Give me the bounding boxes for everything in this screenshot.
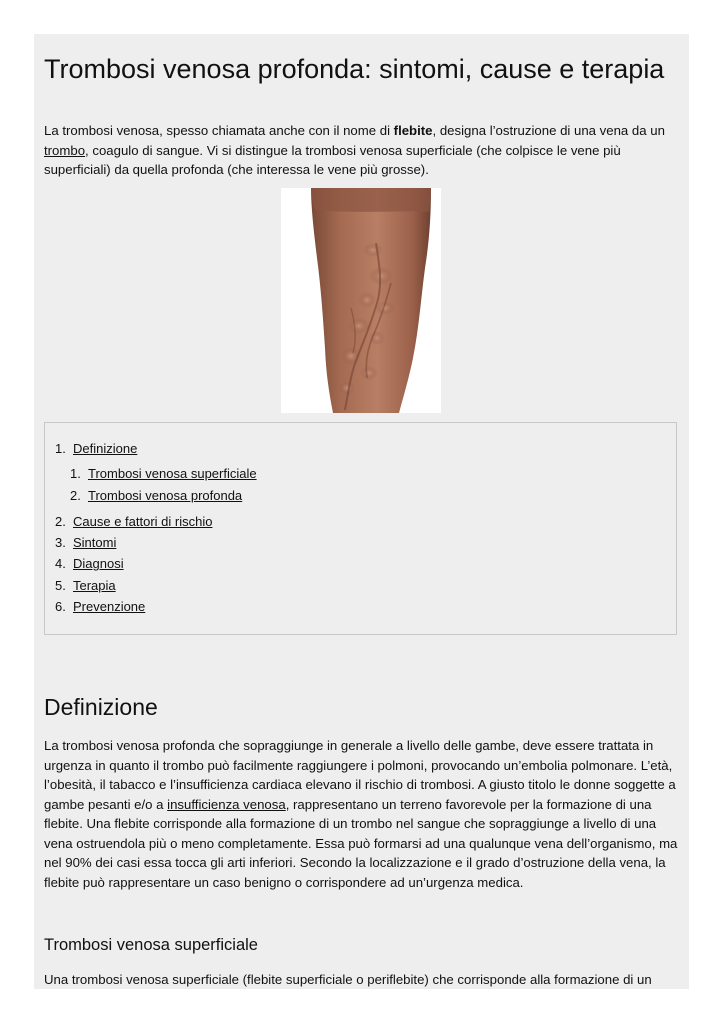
toc-number: 5. <box>55 577 66 593</box>
toc-link-profonda[interactable]: Trombosi venosa profonda <box>88 487 243 503</box>
toc-number: 1. <box>70 466 81 482</box>
toc-number: 3. <box>55 535 66 551</box>
toc-number: 2. <box>55 513 66 529</box>
definizione-text-1: La trombosi venosa profonda che sopraggiunge in generale a livello delle gambe, deve essere trattata in urgenza in quanto il trombo può facilmente raggiungere i polmoni, provocando un’embolia polmonare. L’età, l’obesità, il tabacco e l’insufficienza cardiaca elevano il rischio di trombosi. A giusto titolo le donne soggette a gambe pesanti e/o a <box>44 738 676 812</box>
toc-link-sintomi[interactable]: Sintomi <box>73 535 117 551</box>
definizione-paragraph <box>44 736 679 892</box>
intro-text-2: , designa l’ostruzione di una vena da un <box>432 123 665 138</box>
toc-item-diagnosi <box>45 553 676 574</box>
toc-number: 4. <box>55 556 66 572</box>
trombo-link[interactable]: trombo <box>44 142 86 158</box>
toc-item-prevenzione <box>45 596 676 617</box>
toc-link-diagnosi[interactable]: Diagnosi <box>73 556 124 572</box>
section-heading-definizione: Definizione <box>44 694 158 720</box>
section-heading-superficiale: Trombosi venosa superficiale <box>44 936 258 954</box>
toc-item-cause <box>45 511 676 532</box>
toc-link-prevenzione[interactable]: Prevenzione <box>73 599 146 615</box>
leg-varicose-veins-photo <box>281 188 441 413</box>
superficiale-paragraph: Una trombosi venosa superficiale (flebite superficiale o periflebite) che corrisponde alla formazione di un <box>44 972 652 987</box>
toc-item-profonda <box>45 485 676 506</box>
intro-bold-term: flebite <box>393 123 433 138</box>
toc-number: 1. <box>55 441 66 456</box>
toc-link-superficiale[interactable]: Trombosi venosa superficiale <box>88 466 257 482</box>
page-title: Trombosi venosa profonda: sintomi, cause e terapia <box>44 54 665 84</box>
insufficienza-venosa-link[interactable]: insufficienza venosa <box>167 796 286 812</box>
document-page <box>34 34 689 989</box>
intro-text-3: , coagulo di sangue. Vi si distingue la trombosi venosa superficiale (che colpisce le vene più superficiali) da quella profonda (che interessa le vene più grosse). <box>44 142 621 177</box>
definizione-text-2: , rappresentano un terreno favorevole per la formazione di una flebite. Una flebite corrisponde alla formazione di un trombo nel sangue che sopraggiunge a livello di una vena ostruendola più o meno completamente. Essa può formarsi ad una qualunque vena dell’organismo, ma nel 90% dei casi essa tocca gli arti inferiori. Secondo la localizzazione e il grado d’ostruzione della vena, la flebite può rappresentare un caso benigno o corrispondere ad un’urgenza medica. <box>44 796 678 890</box>
toc-link-cause[interactable]: Cause e fattori di rischio <box>73 513 213 529</box>
toc-item-terapia <box>45 575 676 596</box>
toc-item-superficiale <box>45 463 676 484</box>
toc-item-definizione <box>45 438 676 459</box>
table-of-contents <box>44 422 677 635</box>
toc-link-terapia[interactable]: Terapia <box>73 577 116 593</box>
intro-text-1: La trombosi venosa, spesso chiamata anche con il nome di <box>44 123 394 138</box>
intro-paragraph <box>44 121 679 180</box>
toc-number: 2. <box>70 487 81 503</box>
toc-number: 6. <box>55 599 66 615</box>
toc-item-sintomi <box>45 532 676 553</box>
toc-link-definizione[interactable]: Definizione <box>73 441 138 456</box>
